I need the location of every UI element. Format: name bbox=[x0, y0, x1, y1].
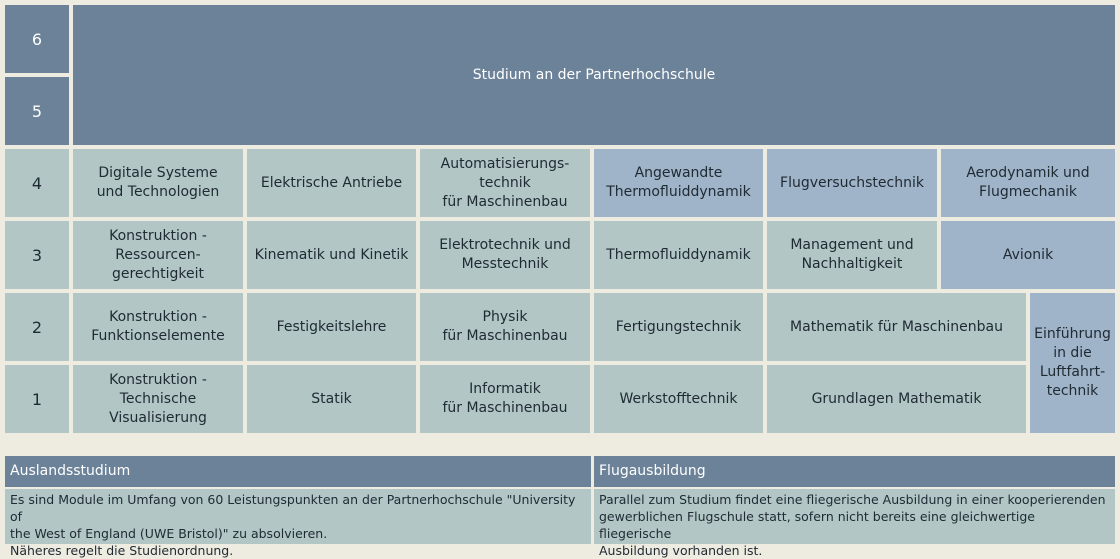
module-avionik: Avionik bbox=[941, 221, 1115, 289]
semester-4-label: 4 bbox=[5, 149, 69, 217]
module-management-nachhaltigkeit: Management und Nachhaltigkeit bbox=[767, 221, 937, 289]
semester-6-label: 6 bbox=[5, 5, 69, 73]
module-statik: Statik bbox=[247, 365, 416, 433]
semester-1-label: 1 bbox=[5, 365, 69, 433]
module-angewandte-thermofluiddynamik: Angewandte Thermofluiddynamik bbox=[594, 149, 763, 217]
module-festigkeitslehre: Festigkeitslehre bbox=[247, 293, 416, 361]
module-elektrische-antriebe: Elektrische Antriebe bbox=[247, 149, 416, 217]
module-digitale-systeme: Digitale Systeme und Technologien bbox=[73, 149, 243, 217]
semester-5-label: 5 bbox=[5, 77, 69, 145]
partner-study-block: Studium an der Partnerhochschule bbox=[73, 5, 1115, 145]
module-informatik: Informatik für Maschinenbau bbox=[420, 365, 590, 433]
module-aerodynamik-flugmechanik: Aerodynamik und Flugmechanik bbox=[941, 149, 1115, 217]
module-kinematik-kinetik: Kinematik und Kinetik bbox=[247, 221, 416, 289]
module-physik: Physik für Maschinenbau bbox=[420, 293, 590, 361]
module-grundlagen-mathematik: Grundlagen Mathematik bbox=[767, 365, 1026, 433]
module-einfuehrung-luftfahrttechnik: Einführung in die Luftfahrt- technik bbox=[1030, 293, 1115, 433]
module-automatisierungstechnik: Automatisierungs- technik für Maschinenbau bbox=[420, 149, 590, 217]
flight-panel-text: Parallel zum Studium findet eine fliegerische Ausbildung in einer kooperierenden gewerblichen Flugschule statt, sofern nicht bereits eine gleichwertige fliegerische Ausbildung vorhanden ist. bbox=[594, 489, 1115, 544]
module-mathematik-maschinenbau: Mathematik für Maschinenbau bbox=[767, 293, 1026, 361]
semester-2-label: 2 bbox=[5, 293, 69, 361]
module-fertigungstechnik: Fertigungstechnik bbox=[594, 293, 763, 361]
semester-3-label: 3 bbox=[5, 221, 69, 289]
module-konstruktion-visualisierung: Konstruktion - Technische Visualisierung bbox=[73, 365, 243, 433]
abroad-panel-title: Auslandsstudium bbox=[5, 456, 591, 487]
module-konstruktion-ressourcengerechtigkeit: Konstruktion - Ressourcen- gerechtigkeit bbox=[73, 221, 243, 289]
flight-panel-title: Flugausbildung bbox=[594, 456, 1115, 487]
module-thermofluiddynamik: Thermofluiddynamik bbox=[594, 221, 763, 289]
abroad-panel-text: Es sind Module im Umfang von 60 Leistungspunkten an der Partnerhochschule "University of the West of England (UWE Bristol)" zu absolvieren. Näheres regelt die Studienordnung. bbox=[5, 489, 591, 544]
module-elektrotechnik-messtechnik: Elektrotechnik und Messtechnik bbox=[420, 221, 590, 289]
module-flugversuchstechnik: Flugversuchstechnik bbox=[767, 149, 937, 217]
module-konstruktion-funktionselemente: Konstruktion - Funktionselemente bbox=[73, 293, 243, 361]
module-werkstofftechnik: Werkstofftechnik bbox=[594, 365, 763, 433]
